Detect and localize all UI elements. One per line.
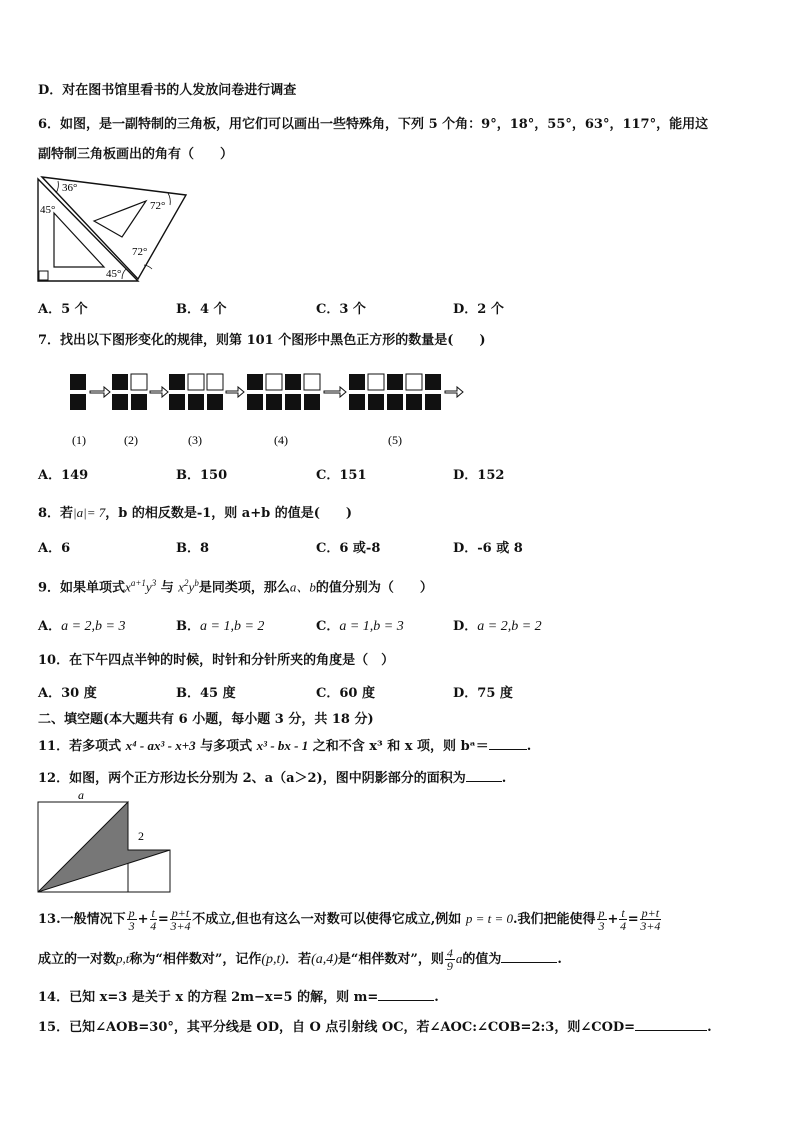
q14-stem: 14．已知 x=3 是关于 x 的方程 2m−x=5 的解，则 m= . (38, 990, 439, 1005)
fig-label-5: (5) (388, 433, 402, 447)
q7-option-d: D．152 (453, 468, 505, 483)
q15-stem: 15．已知∠AOB=30°，其平分线是 OD，自 O 点引射线 OC，若∠AOC:∠COB=2:3，则∠COD= . (38, 1020, 712, 1035)
two-squares-figure (36, 788, 176, 896)
q9-mono2-y: y (188, 579, 195, 595)
q8-option-a: A．6 (38, 541, 71, 556)
q13-blank (501, 950, 557, 963)
q8-prefix: 8．若 (38, 506, 74, 521)
q9-option-b: B．a = 1,b = 2 (176, 619, 265, 634)
label-72-bottom: 72° (132, 246, 148, 258)
triangle-rulers-figure (36, 175, 188, 287)
q8-suffix: ，b 的相反数是-1，则 a+b 的值是( ) (105, 506, 353, 521)
q6-option-a: A．5 个 (38, 302, 88, 317)
q7-option-b: B．150 (176, 468, 228, 483)
q9-mono1-yexp: 3 (151, 578, 157, 588)
q5-option-d: D．对在图书馆里看书的人发放问卷进行调查 (38, 83, 297, 98)
label-72-top: 72° (150, 200, 166, 212)
q9-option-a: A．a = 2,b = 3 (38, 619, 126, 634)
q9-mono1-exp: a+1 (130, 578, 146, 588)
q10-option-a: A．30 度 (38, 686, 97, 701)
fig-label-4: (4) (274, 433, 288, 447)
q8-stem (38, 504, 352, 523)
fig-label-2: (2) (124, 433, 138, 447)
q11-expr1: x⁴ - ax³ - x+3 (125, 738, 196, 753)
q9-prefix: 9．如果单项式 (38, 580, 126, 596)
q9-mono2-x: x (178, 579, 185, 595)
q7-option-c: C．151 (316, 468, 367, 483)
q9-stem (38, 574, 433, 597)
q9-option-c: C．a = 1,b = 3 (316, 619, 404, 634)
q11-expr2: x³ - bx - 1 (256, 738, 309, 753)
q9-option-d: D．a = 2,b = 2 (453, 619, 542, 634)
fig-label-3: (3) (188, 433, 202, 447)
label-36: 36° (62, 182, 78, 194)
q6-stem-line1: 6．如图，是一副特制的三角板，用它们可以画出一些特殊角，下列 5 个角：9°，18°，55°，63°，117°，能用这 (38, 117, 709, 132)
q9-mono2-yexp: b (194, 578, 199, 588)
q13-stem-line2: 成立的一对数p,t称为“相伴数对”，记作(p,t)．若(a,4)是“相伴数对”，则 $\frac{4}{9}$ a的值为 . (38, 946, 562, 973)
q10-option-b: B．45 度 (176, 686, 236, 701)
q9-vars: a、b (289, 579, 316, 595)
q13-stem-line1: 13.一般情况下 $\frac{p}{3}$ + $\frac{t}{4}$ = $\frac{p+t}{3+4}$ 不成立,但也有这么一对数可以使得它成立,例如 p = t = 0.我们把能使得 $\frac{p}{3}$ + $\frac{t}{4}$ = $\frac{p+t}{3+4}$ (38, 906, 661, 933)
q6-stem-line2: 副特制三角板画出的角有（ ） (38, 147, 234, 162)
q6-option-c: C．3 个 (316, 302, 366, 317)
section2-heading: 二、填空题(本大题共有 6 小题，每小题 3 分，共 18 分) (38, 712, 374, 727)
q9-mid: 与 (160, 580, 174, 596)
q6-option-d: D．2 个 (453, 302, 504, 317)
q11-blank (489, 737, 527, 750)
q9-mono1-x: x (125, 579, 131, 595)
q8-option-b: B．8 (176, 541, 210, 556)
q11-stem: 11．若多项式 x⁴ - ax³ - x+3 与多项式 x³ - bx - 1 之和不含 x³ 和 x 项，则 bᵃ＝ . (38, 738, 532, 754)
fig-label-1: (1) (72, 433, 86, 447)
q8-abs-expr: |a|= 7 (73, 505, 106, 520)
q12-stem: 12．如图，两个正方形边长分别为 2、a（a＞2)，图中阴影部分的面积为 . (38, 771, 507, 786)
q8-option-d: D．-6 或 8 (453, 541, 523, 556)
q7-stem: 7．找出以下图形变化的规律，则第 101 个图形中黑色正方形的数量是( ) (38, 333, 486, 348)
q7-option-a: A．149 (38, 468, 89, 483)
q15-blank (635, 1018, 707, 1031)
q9-suffix1: 是同类项，那么 (198, 580, 290, 596)
label-2: 2 (138, 829, 144, 843)
square-pattern-figure (68, 372, 468, 452)
q14-blank (378, 988, 434, 1001)
label-45-bottom: 45° (106, 268, 122, 280)
q9-mono2-exp: 2 (184, 578, 189, 588)
label-45-left: 45° (40, 204, 56, 216)
q6-option-b: B．4 个 (176, 302, 227, 317)
q10-stem: 10．在下午四点半钟的时候，时针和分针所夹的角度是（ ） (38, 653, 395, 668)
q9-suffix2: 的值分别为（ ） (315, 580, 433, 596)
q10-option-d: D．75 度 (453, 686, 513, 701)
q12-blank (466, 769, 502, 782)
label-a: a (78, 788, 84, 802)
q9-mono1-y: y (145, 579, 152, 595)
q10-option-c: C．60 度 (316, 686, 375, 701)
q8-option-c: C．6 或-8 (316, 541, 381, 556)
